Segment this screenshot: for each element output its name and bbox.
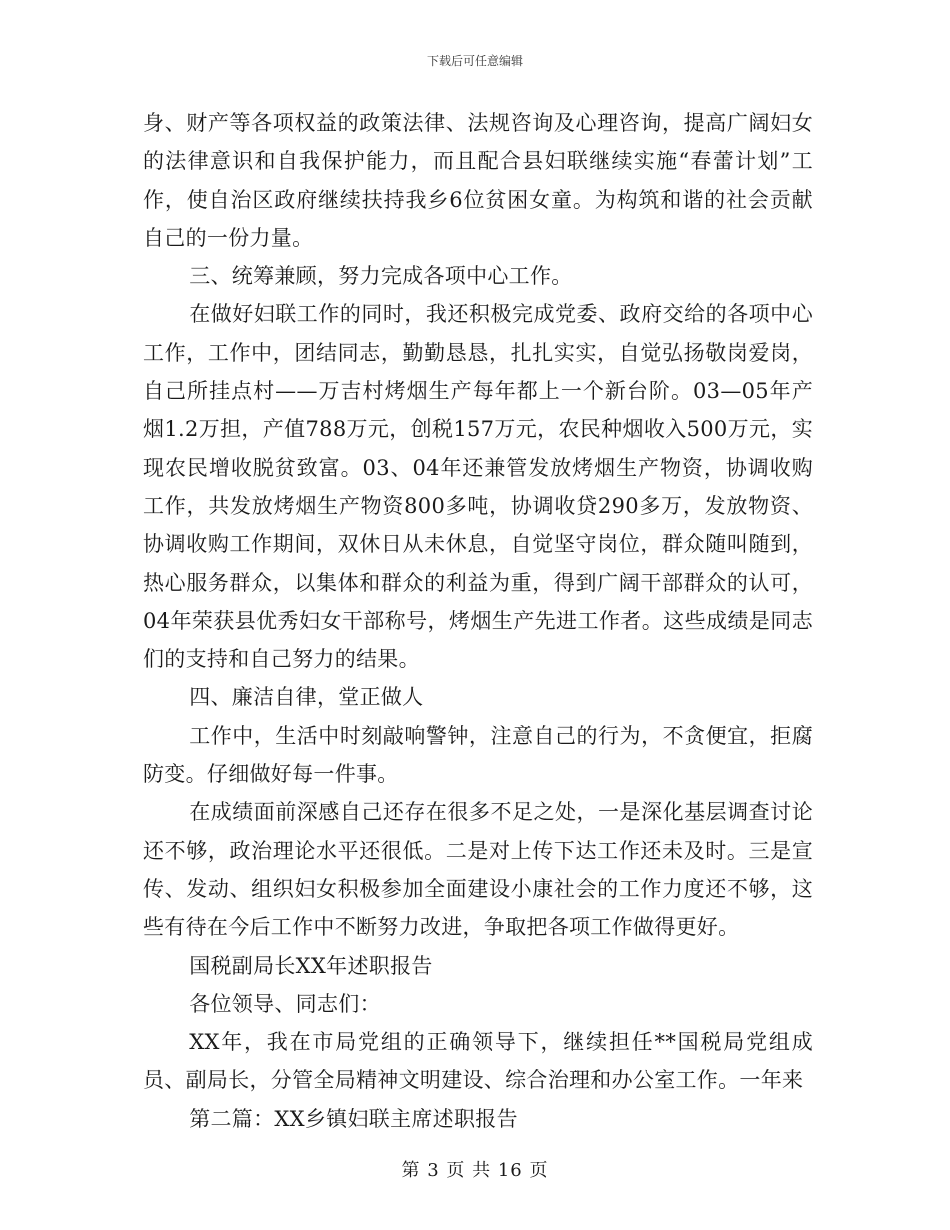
salutation: 各位领导、同志们： <box>189 991 381 1016</box>
page-number-footer: 第 3 页 共 16 页 <box>401 1160 549 1181</box>
document-title-tax: 国税副局长XX年述职报告 <box>189 953 433 978</box>
document-body <box>143 104 813 1138</box>
paragraph-continuation: 身、财产等各项权益的政策法律、法规咨询及心理咨询，提高广阔妇女的法律意识和自我保护能力，而且配合县妇联继续实施“春蕾计划”工作，使自治区政府继续扶持我乡6位贫困女童。为构筑和谐的社会贡献自己的一份力量。 <box>143 111 813 250</box>
section-heading-3: 三、统筹兼顾，努力完成各项中心工作。 <box>189 264 573 289</box>
section-heading-4: 四、廉洁自律，堂正做人 <box>189 685 424 710</box>
paragraph-central-work: 在做好妇联工作的同时，我还积极完成党委、政府交给的各项中心工作，工作中，团结同志，勤勤恳恳，扎扎实实，自觉弘扬敬岗爱岗，自己所挂点村——万吉村烤烟生产每年都上一个新台阶。03—05年产烟1.2万担，产值788万元，创税157万元，农民种烟收入500万元，实现农民增收脱贫致富。03、04年还兼管发放烤烟生产物资，协调收购工作，共发放烤烟生产物资800多吨，协调收贷290多万，发放物资、协调收购工作期间，双休日从未休息，自觉坚守岗位，群众随叫随到，热心服务群众，以集体和群众的利益为重，得到广阔干部群众的认可，04年荣获县优秀妇女干部称号，烤烟生产先进工作者。这些成绩是同志们的支持和自己努力的结果。 <box>143 302 813 672</box>
paragraph-shortcomings: 在成绩面前深感自己还存在很多不足之处，一是深化基层调查讨论还不够，政治理论水平还很低。二是对上传下达工作还未及时。三是宣传、发动、组织妇女积极参加全面建设小康社会的工作力度还不够，这些有待在今后工作中不断努力改进，争取把各项工作做得更好。 <box>143 800 813 940</box>
chapter-heading-2: 第二篇：XX乡镇妇联主席述职报告 <box>189 1106 518 1131</box>
page-header-note: 下载后可任意编辑 <box>426 54 523 68</box>
paragraph-tax-intro: XX年，我在市局党组的正确领导下，继续担任**国税局党组成员、副局长，分管全局精神文明建设、综合治理和办公室工作。一年来 <box>143 1030 813 1093</box>
paragraph-integrity: 工作中，生活中时刻敲响警钟，注意自己的行为，不贪便宜，拒腐防变。仔细做好每一件事。 <box>143 723 813 787</box>
